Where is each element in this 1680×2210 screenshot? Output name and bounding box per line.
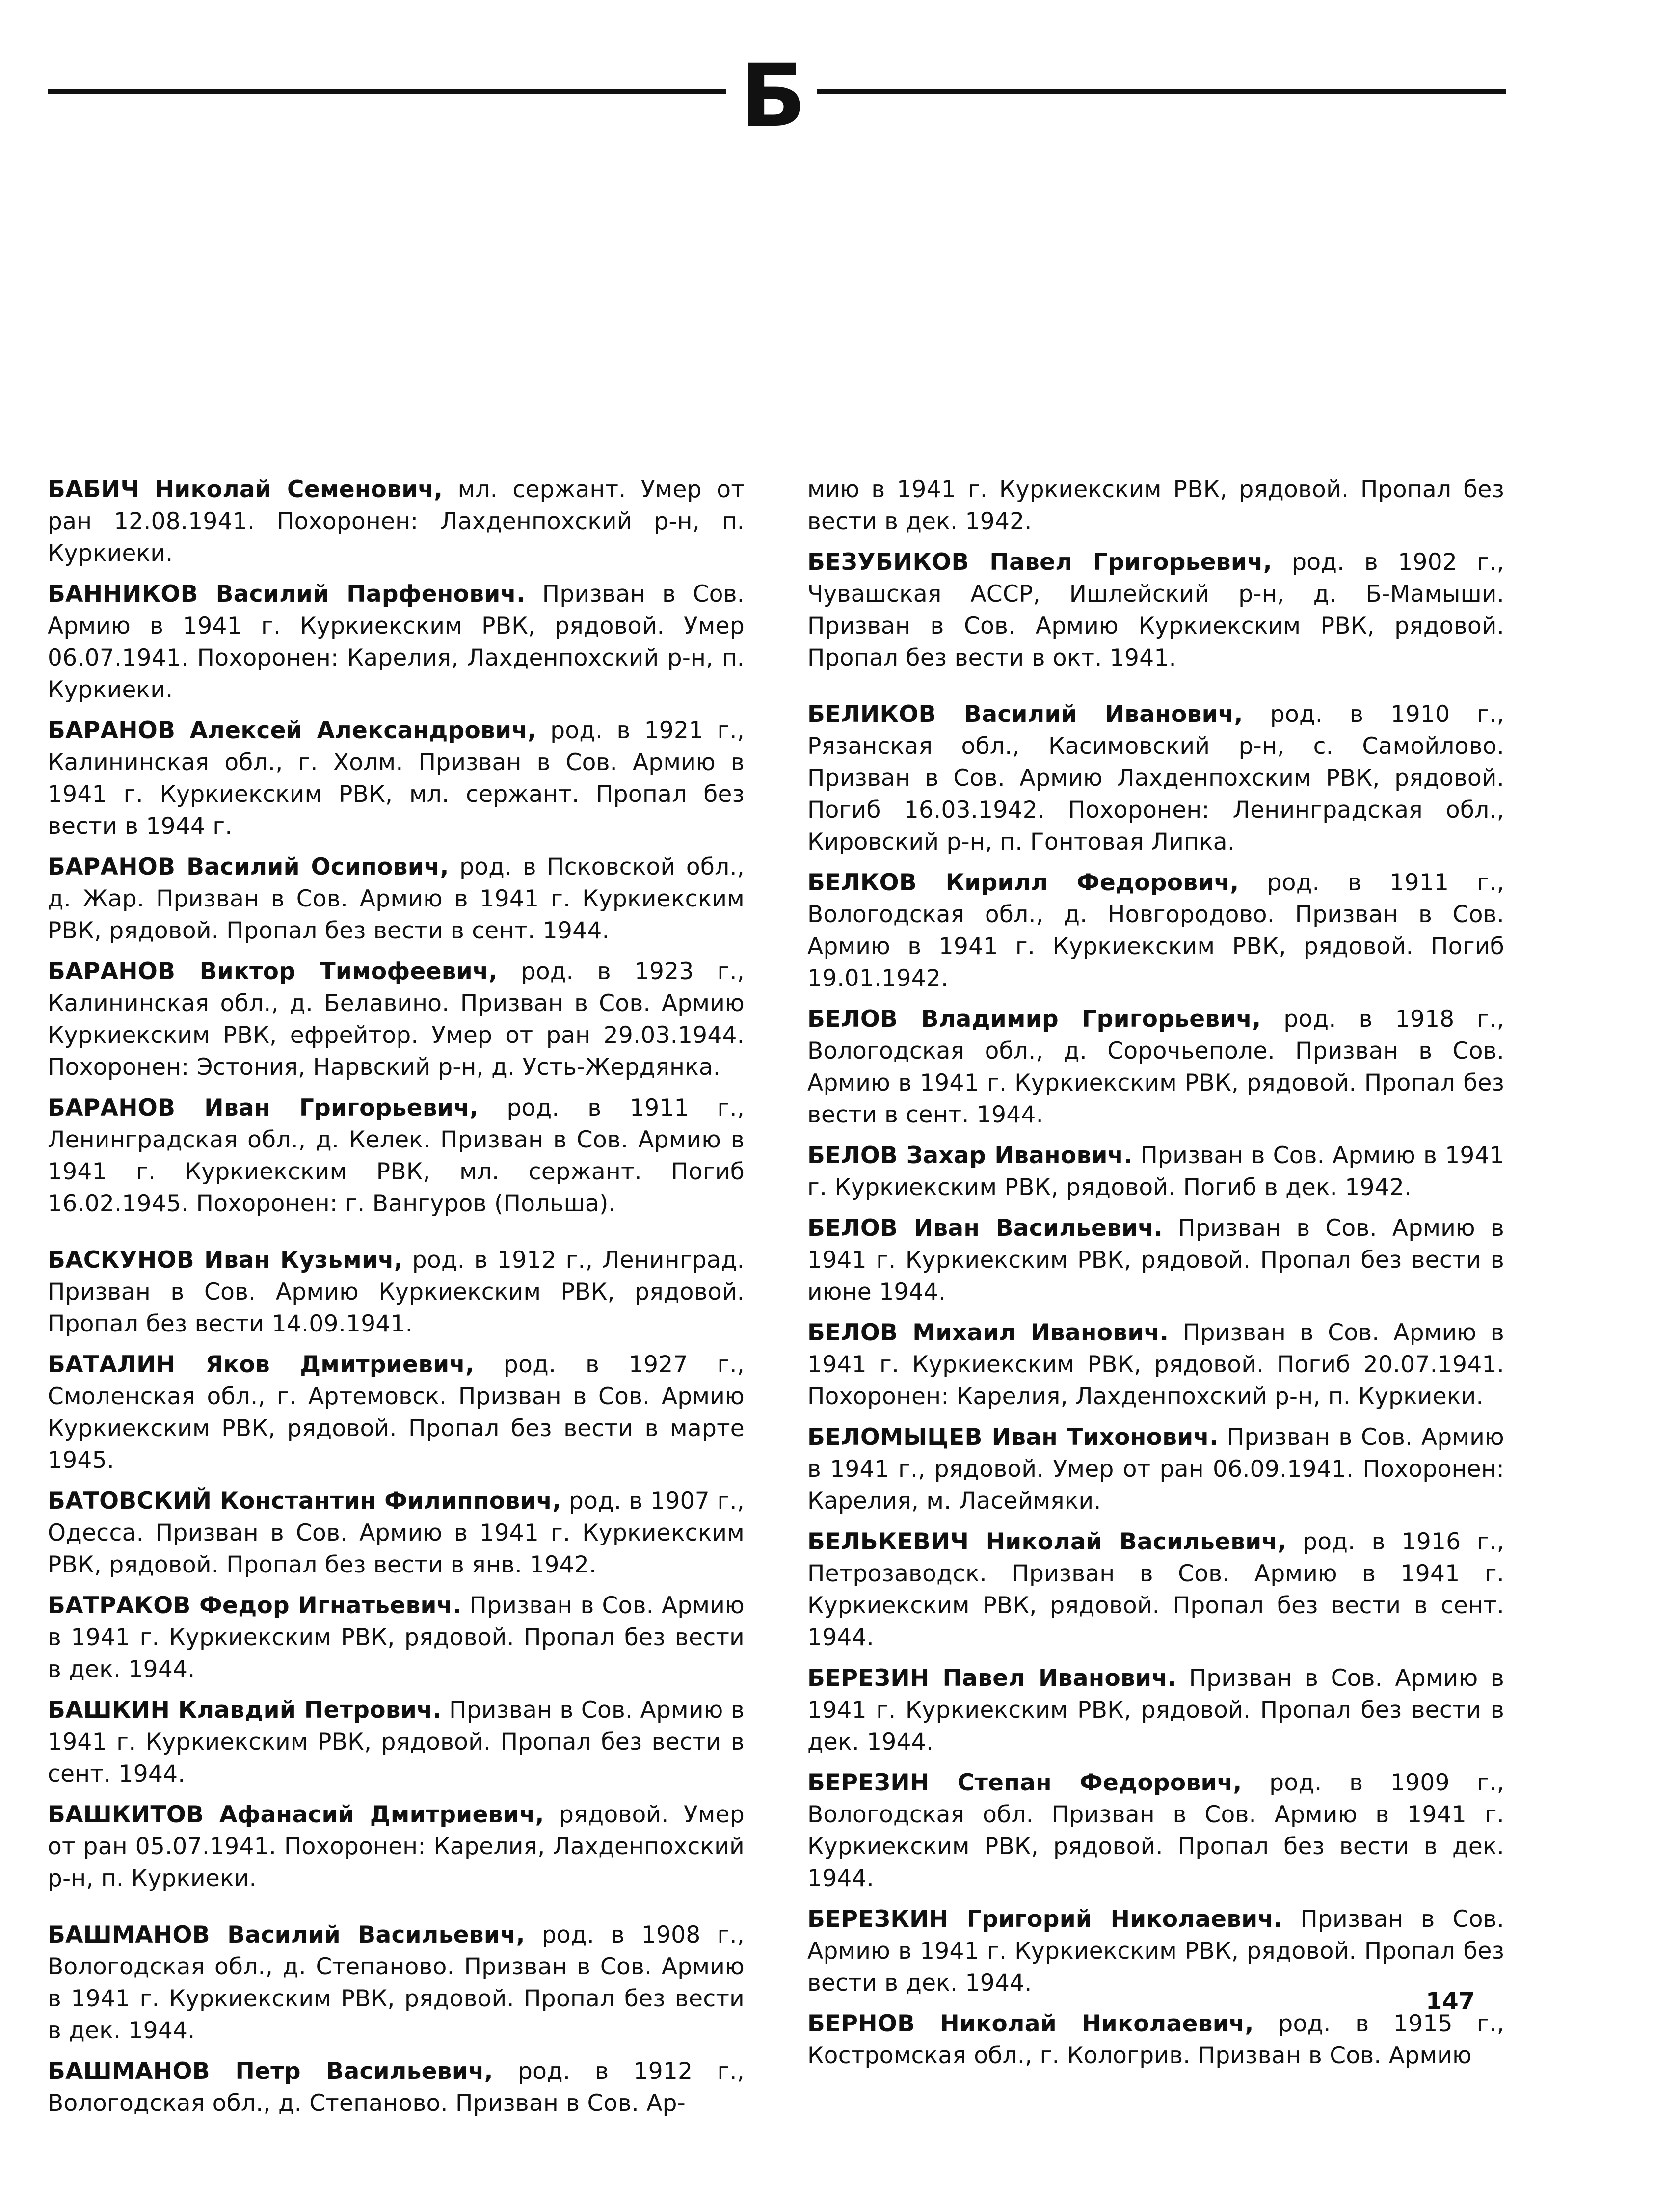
entry	[807, 1212, 1504, 1308]
entry-text: мл. сержант. Умер от ран 12.08.1941. Похоронен: Лахденпохский р-н, п. Куркиеки.	[48, 476, 745, 567]
entry-name: БАСКУНОВ Иван Кузьмич,	[48, 1247, 403, 1274]
entry-text: род. в 1910 г., Рязанская обл., Касимовский р-н, с. Самойлово. Призван в Сов. Армию Лахденпохским РВК, рядовой. Погиб 16.03.1942. Похоронен: Ленинградская обл., Кировский р-н, п. Гонтовая Липка.	[807, 701, 1504, 855]
entry-name: БАШМАНОВ Петр Васильевич,	[48, 2058, 493, 2085]
entry-name: БЕРНОВ Николай Николаевич,	[807, 2010, 1254, 2037]
entry-text: род. в 1923 г., Калининская обл., д. Белавино. Призван в Сов. Армию Куркиекским РВК, ефрейтор. Умер от ран 29.03.1944. Похоронен: Эстония, Нарвский р-н, д. Усть-Жердянка.	[48, 958, 745, 1081]
entry-text: Призван в Сов. Армию в 1941 г. Куркиекским РВК, рядовой. Погиб в дек. 1942.	[807, 1142, 1505, 1201]
entry-name: БАРАНОВ Алексей Александрович,	[48, 717, 537, 744]
entry	[807, 1421, 1504, 1517]
entry-name: БЕРЕЗИН Степан Федорович,	[807, 1769, 1242, 1796]
entry	[48, 956, 745, 1083]
entry-name: БАШКИН Клавдий Петрович.	[48, 1697, 442, 1724]
entry-name: БЕЛКОВ Кирилл Федорович,	[807, 869, 1239, 896]
entry-name: БАРАНОВ Виктор Тимофеевич,	[48, 958, 498, 985]
entry-text: Призван в Сов. Армию в 1941 г. Куркиекским РВК, рядовой. Пропал без вести в дек. 1944.	[807, 1665, 1504, 1756]
entry-name: БАРАНОВ Иван Григорьевич,	[48, 1094, 479, 1121]
entry	[48, 1485, 745, 1581]
entry-text: Призван в Сов. Армию в 1941 г. Куркиекским РВК, рядовой. Пропал без вести в дек. 1944.	[807, 1906, 1504, 1997]
entry-text: род. в Псковской обл., д. Жар. Призван в Сов. Армию в 1941 г. Куркиекским РВК, рядовой. Пропал без вести в сент. 1944.	[48, 853, 745, 944]
entry	[807, 1526, 1504, 1653]
entry-text: рядовой. Умер от ран 05.07.1941. Похоронен: Карелия, Лахденпохский р-н, п. Куркиеки.	[48, 1801, 745, 1892]
entry	[807, 1317, 1504, 1412]
entry	[807, 1767, 1504, 1894]
entry	[48, 1799, 745, 1894]
entry	[48, 1092, 745, 1220]
entry	[807, 1903, 1504, 1999]
entry	[807, 474, 1504, 537]
entry	[48, 1694, 745, 1790]
entry-name: БЕЛОВ Михаил Иванович.	[807, 1319, 1169, 1346]
entry-text: Призван в Сов. Армию в 1941 г. Куркиекским РВК, рядовой. Погиб 20.07.1941. Похоронен: Карелия, Лахденпохский р-н, п. Куркиеки.	[807, 1319, 1504, 1410]
entry-name: БАТРАКОВ Федор Игнатьевич.	[48, 1592, 462, 1619]
entry-text: Призван в Сов. Армию в 1941 г. Куркиекским РВК, рядовой. Умер 06.07.1941. Похоронен: Карелия, Лахденпохский р-н, п. Куркиеки.	[48, 581, 745, 703]
entry	[48, 1919, 745, 2047]
entry	[807, 867, 1504, 994]
entry-name: БАШКИТОВ Афанасий Дмитриевич,	[48, 1801, 544, 1828]
entry-text: род. в 1912 г., Вологодская обл., д. Степаново. Призван в Сов. Ар-	[48, 2058, 745, 2117]
entry-name: БЕЛОВ Захар Иванович.	[807, 1142, 1133, 1169]
entry-text: род. в 1916 г., Петрозаводск. Призван в Сов. Армию в 1941 г. Куркиекским РВК, рядовой. Пропал без вести в сент. 1944.	[807, 1528, 1504, 1651]
section-letter: Б	[740, 46, 806, 146]
entry-text: род. в 1915 г., Костромская обл., г. Кологрив. Призван в Сов. Армию	[807, 2010, 1504, 2069]
header-rule-left	[48, 89, 726, 94]
entry-name: БАРАНОВ Василий Осипович,	[48, 853, 449, 880]
entry-name: БАТАЛИН Яков Дмитриевич,	[48, 1351, 475, 1378]
entry-name: БЕРЕЗКИН Григорий Николаевич.	[807, 1906, 1283, 1933]
entry	[48, 474, 745, 569]
entry	[807, 1003, 1504, 1131]
entry-name: БАТОВСКИЙ Константин Филиппович,	[48, 1488, 561, 1515]
right-column	[807, 474, 1504, 2080]
entry-text: род. в 1908 г., Вологодская обл., д. Степаново. Призван в Сов. Армию в 1941 г. Куркиекским РВК, рядовой. Пропал без вести в дек. 1944.	[48, 1921, 745, 2044]
entry-text: род. в 1912 г., Ленинград. Призван в Сов. Армию Куркиекским РВК, рядовой. Пропал без вести 14.09.1941.	[48, 1247, 745, 1337]
entry-text: Призван в Сов. Армию в 1941 г. Куркиекским РВК, рядовой. Пропал без вести в сент. 1944.	[48, 1697, 745, 1787]
entry-name: БЕРЕЗИН Павел Иванович.	[807, 1665, 1177, 1692]
entry	[48, 1590, 745, 1685]
entry-text: Призван в Сов. Армию в 1941 г. Куркиекским РВК, рядовой. Пропал без вести в дек. 1944.	[48, 1592, 745, 1683]
entry	[807, 698, 1504, 858]
entry-text: род. в 1907 г., Одесса. Призван в Сов. Армию в 1941 г. Куркиекским РВК, рядовой. Пропал без вести в янв. 1942.	[48, 1488, 745, 1578]
entry	[807, 2008, 1504, 2072]
entry-text: Призван в Сов. Армию в 1941 г. Куркиекским РВК, рядовой. Пропал без вести в июне 1944.	[807, 1215, 1504, 1305]
entry-text: мию в 1941 г. Куркиекским РВК, рядовой. Пропал без вести в дек. 1942.	[807, 476, 1504, 535]
entry-text: род. в 1911 г., Ленинградская обл., д. Келек. Призван в Сов. Армию в 1941 г. Куркиекским РВК, мл. сержант. Погиб 16.02.1945. Похоронен: г. Вангуров (Польша).	[48, 1094, 745, 1217]
entry	[48, 2055, 745, 2119]
entry-text: род. в 1927 г., Смоленская обл., г. Артемовск. Призван в Сов. Армию Куркиекским РВК, рядовой. Пропал без вести в марте 1945.	[48, 1351, 745, 1474]
entry-text: род. в 1902 г., Чувашская АССР, Ишлейский р-н, д. Б-Мамыши. Призван в Сов. Армию Куркиекским РВК, рядовой. Пропал без вести в окт. 1941.	[807, 549, 1504, 671]
page-number: 147	[1426, 1988, 1475, 2015]
entry-text: род. в 1911 г., Вологодская обл., д. Новгородово. Призван в Сов. Армию в 1941 г. Куркиекским РВК, рядовой. Погиб 19.01.1942.	[807, 869, 1504, 992]
entry-text: род. в 1921 г., Калининская обл., г. Холм. Призван в Сов. Армию в 1941 г. Куркиекским РВК, мл. сержант. Пропал без вести в 1944 г.	[48, 717, 745, 840]
entry-name: БЕЗУБИКОВ Павел Григорьевич,	[807, 549, 1272, 576]
entry	[48, 851, 745, 947]
entry-name: БАШМАНОВ Василий Васильевич,	[48, 1921, 525, 1948]
entry-text: род. в 1909 г., Вологодская обл. Призван в Сов. Армию в 1941 г. Куркиекским РВК, рядовой. Пропал без вести в дек. 1944.	[807, 1769, 1504, 1892]
entry-text: Призван в Сов. Армию в 1941 г., рядовой. Умер от ран 06.09.1941. Похоронен: Карелия, м. Ласеймяки.	[807, 1424, 1505, 1515]
left-column	[48, 474, 745, 2128]
entry	[807, 1662, 1504, 1758]
entry-name: БЕЛОВ Иван Васильевич.	[807, 1215, 1163, 1242]
entry	[48, 715, 745, 842]
entry-name: БЕЛОВ Владимир Григорьевич,	[807, 1006, 1261, 1033]
entry	[48, 1349, 745, 1476]
entry	[48, 1244, 745, 1340]
entry	[807, 546, 1504, 674]
header-rule-right	[817, 89, 1506, 94]
entry	[807, 1140, 1504, 1203]
entry-name: БЕЛИКОВ Василий Иванович,	[807, 701, 1243, 728]
entry-name: БАННИКОВ Василий Парфенович.	[48, 581, 526, 608]
entry	[48, 578, 745, 706]
entry-name: БАБИЧ Николай Семенович,	[48, 476, 443, 503]
entry-name: БЕЛОМЫЦЕВ Иван Тихонович.	[807, 1424, 1219, 1451]
entry-text: род. в 1918 г., Вологодская обл., д. Сорочьеполе. Призван в Сов. Армию в 1941 г. Куркиекским РВК, рядовой. Пропал без вести в сент. 1944.	[807, 1006, 1504, 1128]
entry-name: БЕЛЬКЕВИЧ Николай Васильевич,	[807, 1528, 1287, 1555]
